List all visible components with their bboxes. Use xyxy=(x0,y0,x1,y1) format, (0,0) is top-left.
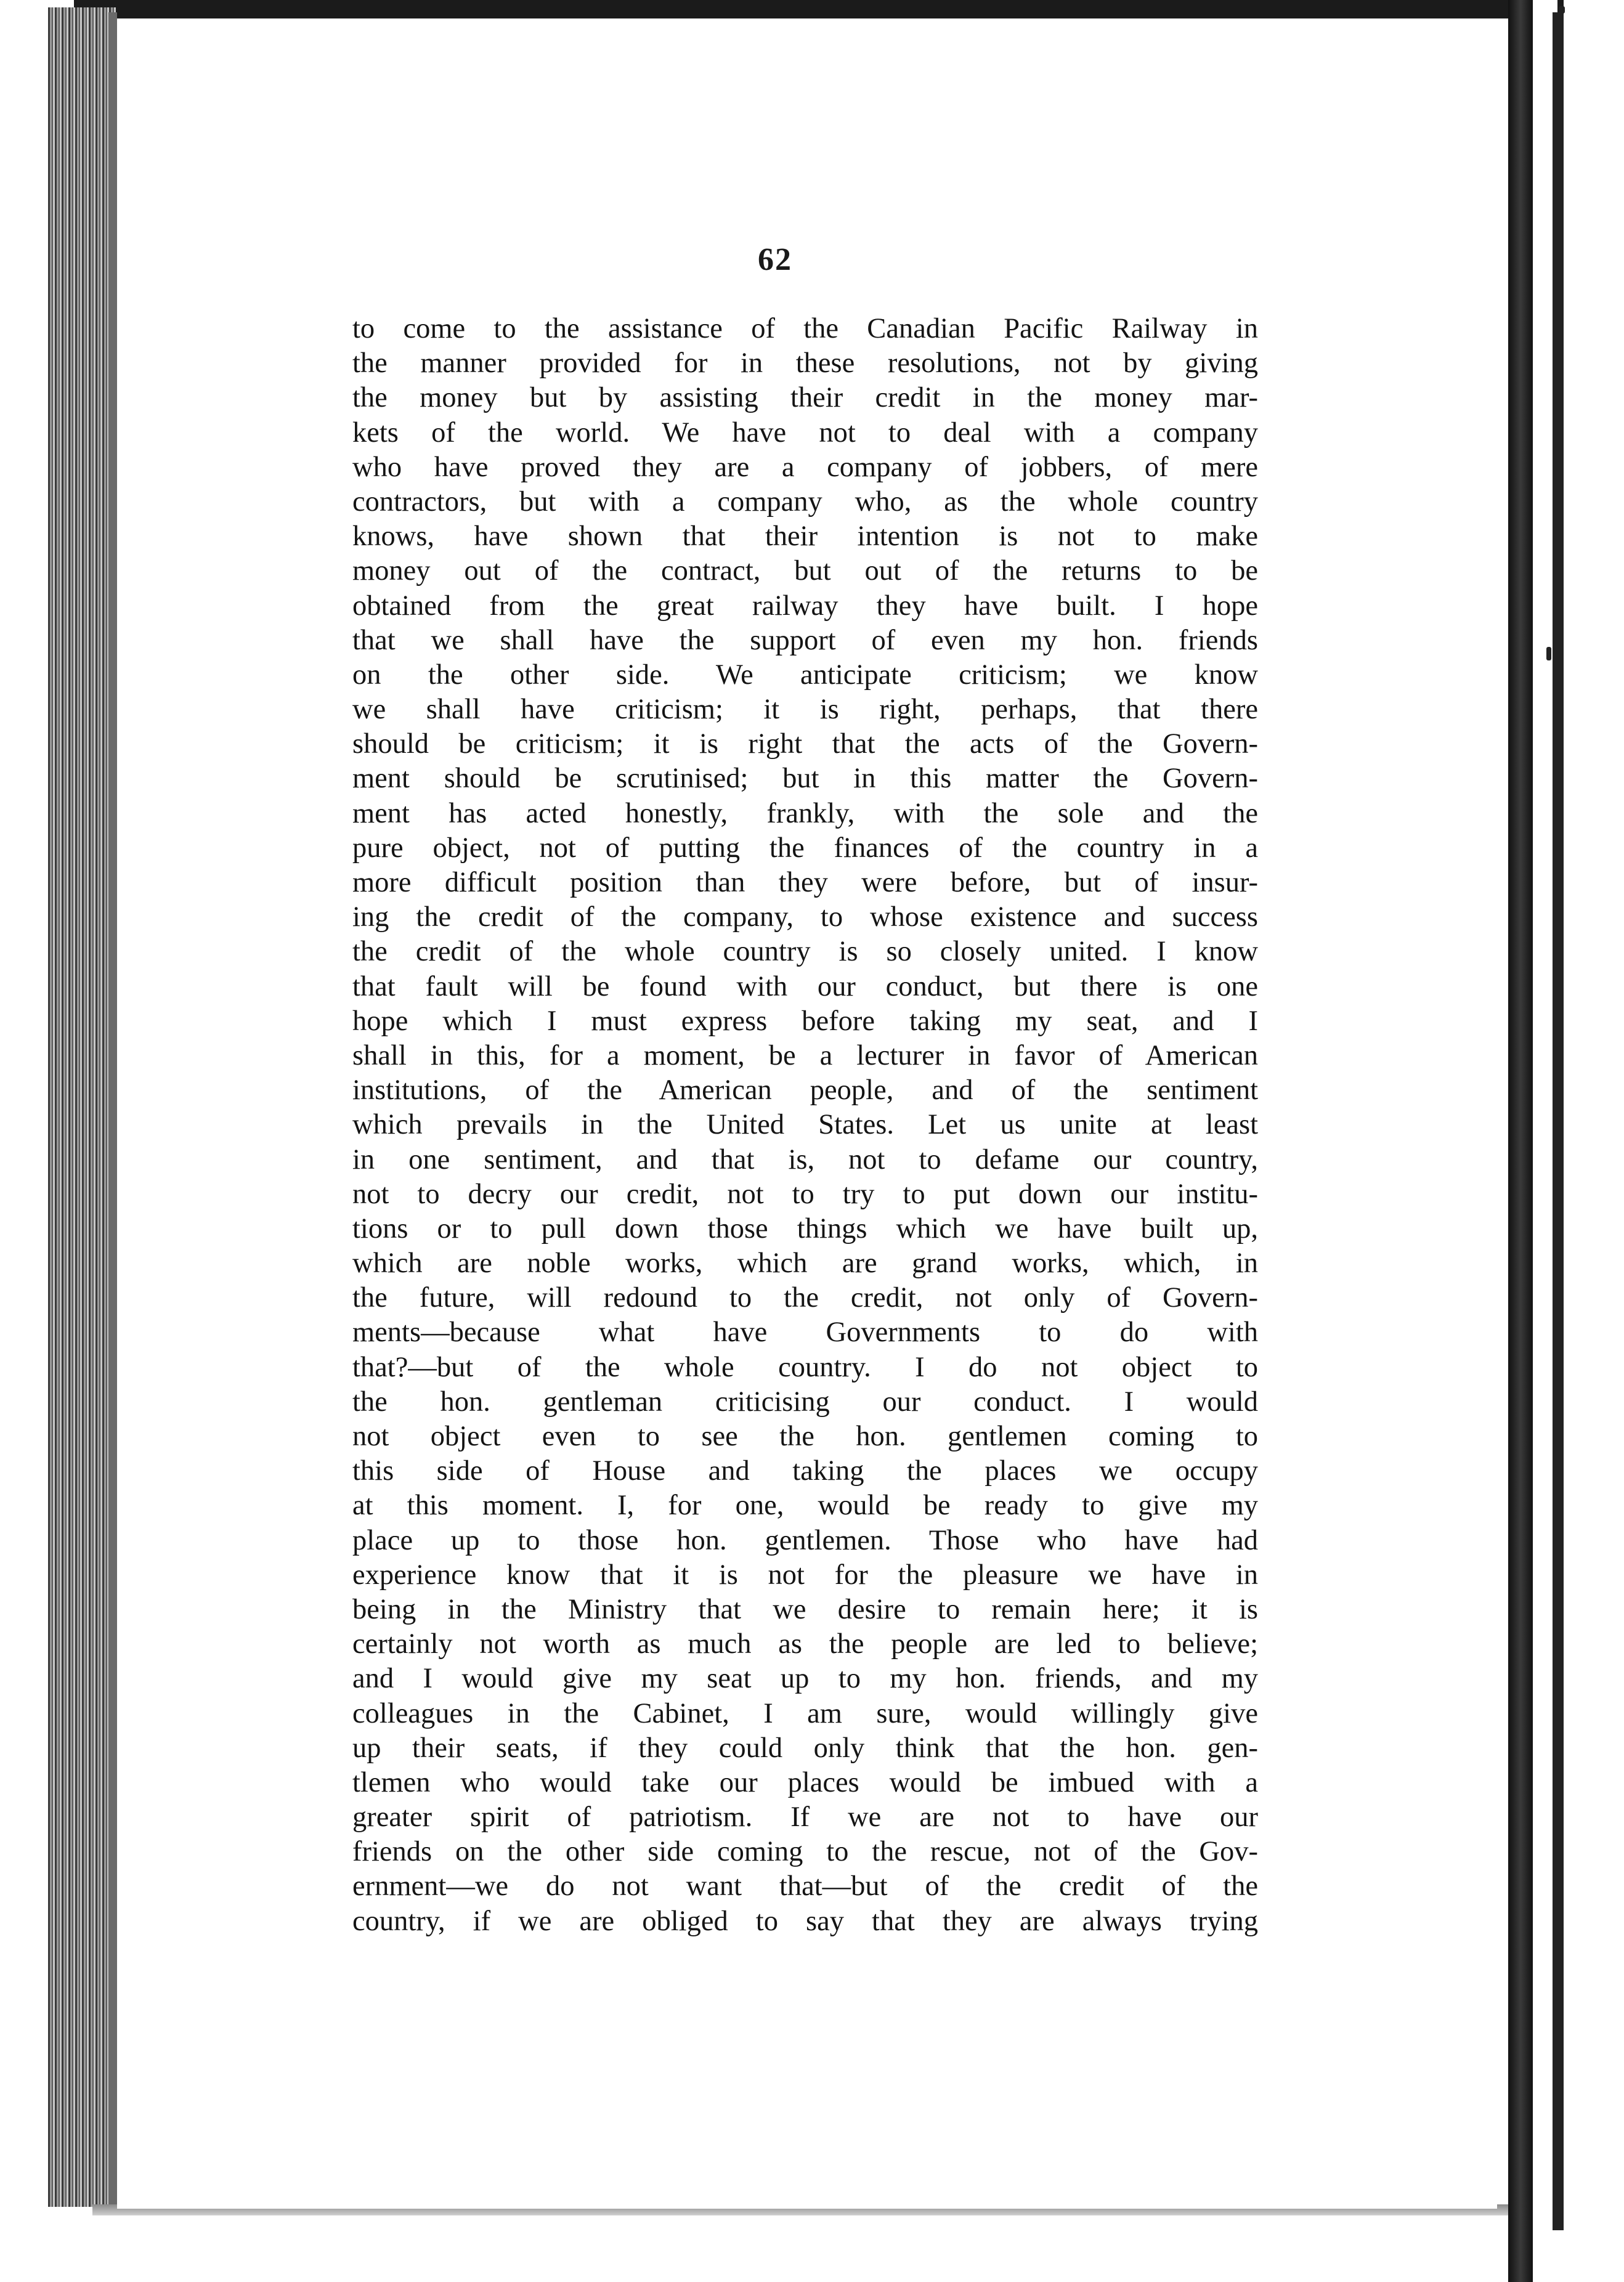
text-line: who have proved they are a company of jobbers, of mere xyxy=(352,451,1258,483)
text-line: that we shall have the support of even my hon. friends xyxy=(352,624,1258,656)
text-line: colleagues in the Cabinet, I am sure, would willingly give xyxy=(352,1697,1258,1729)
text-line: greater spirit of patriotism. If we are not to have our xyxy=(352,1801,1258,1833)
text-line: institutions, of the American people, and of the sentiment xyxy=(352,1074,1258,1106)
scan-speck xyxy=(1559,6,1565,14)
text-line: and I would give my seat up to my hon. friends, and my xyxy=(352,1663,1258,1695)
text-line: we shall have criticism; it is right, perhaps, that there xyxy=(352,694,1258,726)
text-line: the hon. gentleman criticising our conduct. I would xyxy=(352,1386,1258,1418)
text-line: experience know that it is not for the pleasure we have in xyxy=(352,1559,1258,1591)
text-line: place up to those hon. gentlemen. Those who have had xyxy=(352,1524,1258,1556)
text-line: should be criticism; it is right that the acts of the Govern- xyxy=(352,728,1258,760)
text-line: obtained from the great railway they have built. I hope xyxy=(352,590,1258,622)
text-line: which prevails in the United States. Let us unite at least xyxy=(352,1109,1258,1141)
text-line: that?—but of the whole country. I do not object to xyxy=(352,1351,1258,1383)
text-line: ernment—we do not want that—but of the credit of the xyxy=(352,1870,1258,1902)
text-line: in one sentiment, and that is, not to defame our country, xyxy=(352,1143,1258,1176)
text-line: not to decry our credit, not to try to put down our institu- xyxy=(352,1178,1258,1210)
text-line: which are noble works, which are grand works, which, in xyxy=(352,1248,1258,1280)
text-line: ments—because what have Governments to do with xyxy=(352,1317,1258,1349)
text-line: friends on the other side coming to the rescue, not of the Gov- xyxy=(352,1836,1258,1868)
page-number: 62 xyxy=(758,242,792,277)
text-line: money out of the contract, but out of the returns to be xyxy=(352,555,1258,587)
text-line: tions or to pull down those things which we have built up, xyxy=(352,1212,1258,1245)
text-line: kets of the world. We have not to deal with a company xyxy=(352,416,1258,449)
text-line: being in the Ministry that we desire to remain here; it is xyxy=(352,1593,1258,1625)
text-line: the manner provided for in these resolutions, not by giving xyxy=(352,347,1258,380)
text-line: shall in this, for a moment, be a lecturer in favor of American xyxy=(352,1039,1258,1071)
text-line: knows, have shown that their intention is not to make xyxy=(352,521,1258,553)
text-line: the future, will redound to the credit, not only of Govern- xyxy=(352,1282,1258,1314)
text-line: the money but by assisting their credit in the money mar- xyxy=(352,382,1258,414)
text-line: contractors, but with a company who, as the whole country xyxy=(352,485,1258,518)
text-line: at this moment. I, for one, would be ready to give my xyxy=(352,1490,1258,1522)
next-page-edge xyxy=(1553,12,1564,2230)
text-line: ing the credit of the company, to whose existence and success xyxy=(352,901,1258,933)
scan-speck xyxy=(1546,647,1551,660)
text-line: that fault will be found with our conduct, but there is one xyxy=(352,970,1258,1002)
page-edge-shadow xyxy=(108,12,117,2206)
text-line: not object even to see the hon. gentlemen coming to xyxy=(352,1421,1258,1452)
text-line: on the other side. We anticipate criticism; we know xyxy=(352,659,1258,691)
scan-top-border xyxy=(74,0,1624,18)
book-gutter xyxy=(1508,0,1533,2282)
text-line: ment has acted honestly, frankly, with the sole and the xyxy=(352,797,1258,829)
text-line: pure object, not of putting the finances of the country in a xyxy=(352,832,1258,864)
text-line: ment should be scrutinised; but in this matter the Govern- xyxy=(352,763,1258,795)
body-text xyxy=(352,312,1258,1939)
text-line: country, if we are obliged to say that they are always trying xyxy=(352,1905,1258,1937)
text-line: the credit of the whole country is so closely united. I know xyxy=(352,936,1258,968)
book-page-edges xyxy=(48,7,116,2207)
text-line: up their seats, if they could only think that the hon. gen- xyxy=(352,1732,1258,1764)
text-line: this side of House and taking the places we occupy xyxy=(352,1455,1258,1487)
text-line: to come to the assistance of the Canadian Pacific Railway in xyxy=(352,313,1258,344)
text-line: hope which I must express before taking my seat, and I xyxy=(352,1005,1258,1037)
next-page-sliver xyxy=(1564,0,1624,2282)
text-line: more difficult position than they were before, but of insur- xyxy=(352,867,1258,898)
text-line: certainly not worth as much as the people are led to believe; xyxy=(352,1628,1258,1660)
text-line: tlemen who would take our places would be imbued with a xyxy=(352,1766,1258,1798)
